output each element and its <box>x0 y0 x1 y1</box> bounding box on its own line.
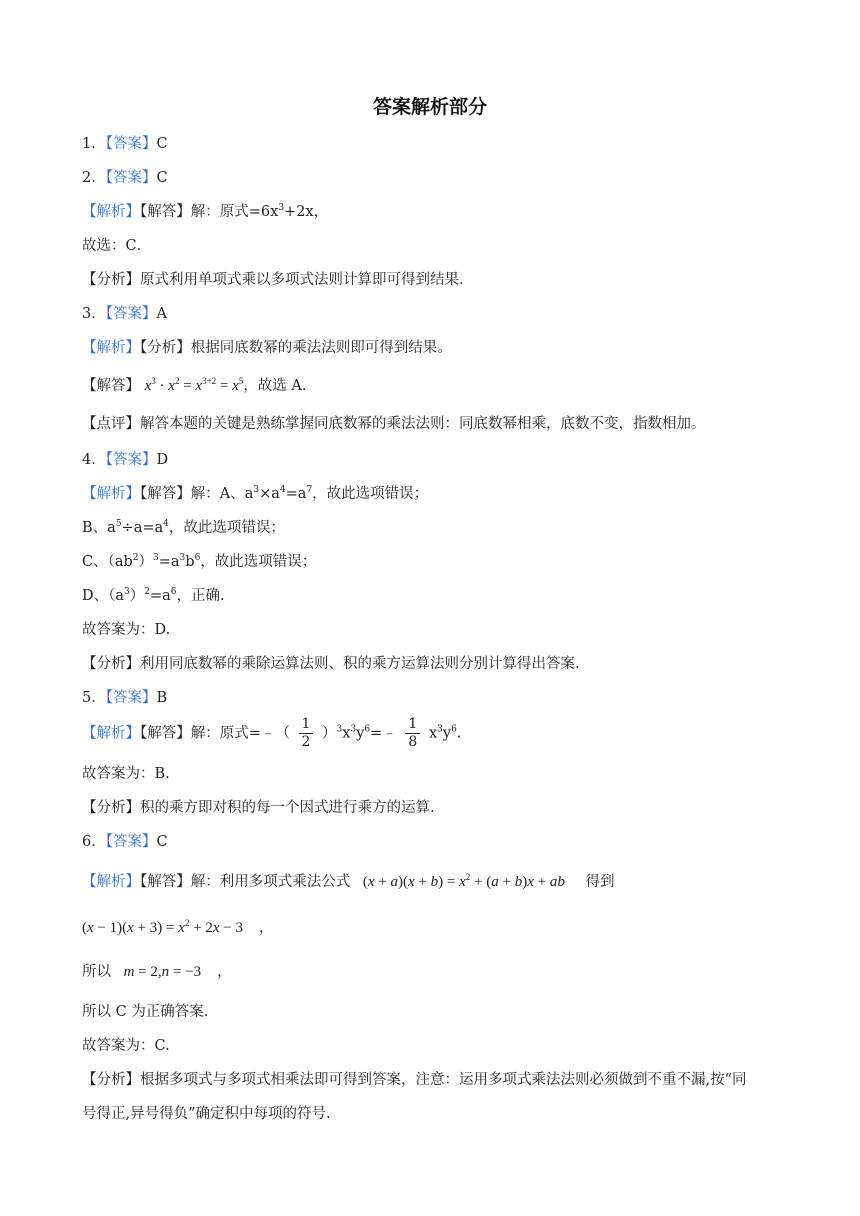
denominator: 2 <box>301 734 311 750</box>
text: 所以 <box>82 964 111 980</box>
exponent: 2 <box>132 553 139 564</box>
exponent: 3 <box>336 724 343 735</box>
solution-label: 【解答】 <box>140 486 191 502</box>
q4-analysis-line <box>82 654 580 674</box>
q3-analysis-line <box>82 338 452 358</box>
answer-label: 【答案】 <box>105 306 157 322</box>
q2-number: 2． <box>82 170 106 186</box>
q3-solution-tail: ，故选 A. <box>243 378 307 394</box>
exponent: 7 <box>306 485 313 496</box>
q3-comment-text: 解答本题的关键是熟练掌握同底数幂的乘法法则：同底数幂相乘，底数不变，指数相加。 <box>140 416 706 432</box>
text: ，故此选项错误； <box>200 554 317 570</box>
fenxi-label: 【分析】 <box>140 340 191 356</box>
expansion-formula: $(x - 1)(x + 3) = x^2 + 2x - 3$ <box>82 918 243 936</box>
analysis-label: 【解析】 <box>82 725 140 742</box>
q4-conclusion-line: 故答案为：D. <box>82 622 171 638</box>
fraction-one-eighth <box>405 716 420 751</box>
exponent: 3 <box>124 587 130 598</box>
text: ） <box>322 725 337 742</box>
q6-number: 6． <box>82 834 106 850</box>
q4-option-d-line <box>82 586 225 606</box>
text: 解：原式=﹣（ <box>190 725 290 742</box>
text: 解：利用多项式乘法公式 <box>190 874 351 890</box>
text: =﹣ <box>370 725 397 742</box>
text: ， <box>259 920 274 936</box>
q2-answer-line <box>82 168 168 188</box>
q4-number: 4． <box>82 452 106 468</box>
q6-answer-line <box>82 832 168 852</box>
text: ，正确. <box>176 588 225 604</box>
fenxi-label: 【分析】 <box>82 1072 140 1088</box>
exponent: 3 <box>153 553 159 564</box>
q2-solution-line <box>82 202 328 222</box>
q2-solution-text: 解：原式=6x <box>190 204 279 220</box>
text: C、（ab <box>82 554 133 570</box>
fraction-one-half <box>299 716 314 751</box>
fenxi-label: 【分析】 <box>82 800 140 816</box>
exponent: 3 <box>253 485 260 496</box>
q4-analysis-text: 利用同底数幂的乘除运算法则、积的乘方运算法则分别计算得出答案. <box>140 656 580 672</box>
q2-solution-text: +2x， <box>284 204 329 220</box>
fenxi-label: 【分析】 <box>82 272 140 288</box>
answer-label: 【答案】 <box>105 834 157 850</box>
multiplication-formula: $(x + a)(x + b) = x^2 + (a + b)x$ + ab <box>362 872 565 890</box>
text: ， <box>217 964 232 980</box>
exponent: 4 <box>279 485 286 496</box>
text: 解：A、a <box>190 486 254 502</box>
exponent: 2 <box>144 587 150 598</box>
q5-conclusion-line: 故答案为：B. <box>82 766 170 782</box>
solution-label: 【解答】 <box>140 725 191 742</box>
q5-solution-line <box>82 716 461 751</box>
q3-number: 3． <box>82 306 106 322</box>
q6-conclusion-line: 故答案为：C. <box>82 1038 170 1054</box>
analysis-label: 【解析】 <box>82 204 140 220</box>
text: D、（a <box>82 588 125 604</box>
q2-analysis-line <box>82 270 474 290</box>
q4-answer-line <box>82 450 168 470</box>
text: x <box>428 725 438 742</box>
q5-analysis-line <box>82 798 435 818</box>
q4-option-c-line <box>82 552 316 572</box>
q6-expansion-line <box>82 918 274 938</box>
answer-label: 【答案】 <box>105 690 157 706</box>
analysis-label: 【解析】 <box>82 340 140 356</box>
values-formula: m = 2,n = −3 <box>123 964 202 980</box>
q2-answer: C <box>156 170 168 186</box>
q5-answer-line <box>82 688 167 708</box>
analysis-label: 【解析】 <box>82 486 140 502</box>
solution-label: 【解答】 <box>140 204 191 220</box>
q6-result-line: 所以 C 为正确答案. <box>82 1004 209 1020</box>
analysis-label: 【解析】 <box>82 874 140 890</box>
answer-label: 【答案】 <box>105 136 157 152</box>
text: y <box>356 725 365 742</box>
text: ，故此选项错误； <box>312 486 429 502</box>
q3-answer-line <box>82 304 167 324</box>
exponent: 3 <box>278 203 285 214</box>
denominator: 8 <box>408 734 418 750</box>
q4-answer: D <box>156 452 169 468</box>
q3-formula: $x^3 \cdot x^2 = x^{3+2} = x^5$ <box>144 376 244 394</box>
comment-label: 【点评】 <box>82 416 140 432</box>
text: B、a <box>82 520 116 536</box>
exponent: 6 <box>364 724 371 735</box>
q4-option-a-line <box>82 484 428 504</box>
text: ，故此选项错误； <box>168 520 285 536</box>
q3-analysis-text: 根据同底数幂的乘法法则即可得到结果。 <box>190 340 452 356</box>
q6-values-line <box>82 962 232 982</box>
q3-solution-line <box>82 376 307 396</box>
q4-option-b-line <box>82 518 285 538</box>
fenxi-label: 【分析】 <box>82 656 140 672</box>
exponent: 6 <box>170 587 177 598</box>
q3-answer: A <box>156 306 167 322</box>
q2-choice-line: 故选：C． <box>82 238 152 254</box>
q6-solution-line <box>82 872 614 892</box>
text: y <box>442 725 452 742</box>
q1-answer: C <box>156 136 168 152</box>
q6-analysis-text: 根据多项式与多项式相乘法即可得到答案，注意：运用多项式乘法法则必须做到不重不漏,按“同 <box>140 1072 747 1088</box>
exponent: 3 <box>437 724 443 735</box>
q5-number: 5． <box>82 690 106 706</box>
text: ÷a=a <box>121 520 164 536</box>
exponent: 5 <box>115 519 122 530</box>
q3-comment-line <box>82 414 706 434</box>
text: ×a <box>259 486 280 502</box>
solution-label: 【解答】 <box>82 378 140 394</box>
text: x <box>342 725 351 742</box>
numerator: 1 <box>405 716 420 734</box>
q5-answer: B <box>156 690 168 706</box>
numerator: 1 <box>299 716 314 734</box>
text: b <box>185 554 195 570</box>
exponent: 3 <box>350 724 357 735</box>
text: ） <box>129 588 145 604</box>
solution-label: 【解答】 <box>140 874 191 890</box>
page-title: 答案解析部分 <box>372 96 487 118</box>
exponent: 3 <box>179 553 186 564</box>
answer-label: 【答案】 <box>105 170 157 186</box>
exponent: 6 <box>194 553 201 564</box>
text: =a <box>150 588 171 604</box>
q1-number: 1． <box>82 136 106 152</box>
text: . <box>456 725 462 742</box>
q6-analysis-line-2: 号得正,异号得负”确定积中每项的符号. <box>82 1106 331 1122</box>
q6-analysis-line <box>82 1070 747 1090</box>
answer-label: 【答案】 <box>105 452 157 468</box>
q6-answer: C <box>156 834 168 850</box>
q2-analysis-text: 原式利用单项式乘以多项式法则计算即可得到结果． <box>140 272 474 288</box>
text: ） <box>138 554 154 570</box>
q1-answer-line <box>82 134 168 154</box>
exponent: 4 <box>163 519 169 530</box>
text: =a <box>285 486 307 502</box>
q5-analysis-text: 积的乘方即对积的每一个因式进行乘方的运算. <box>140 800 435 816</box>
exponent: 6 <box>451 724 457 735</box>
text: =a <box>158 554 180 570</box>
text: 得到 <box>585 874 615 890</box>
